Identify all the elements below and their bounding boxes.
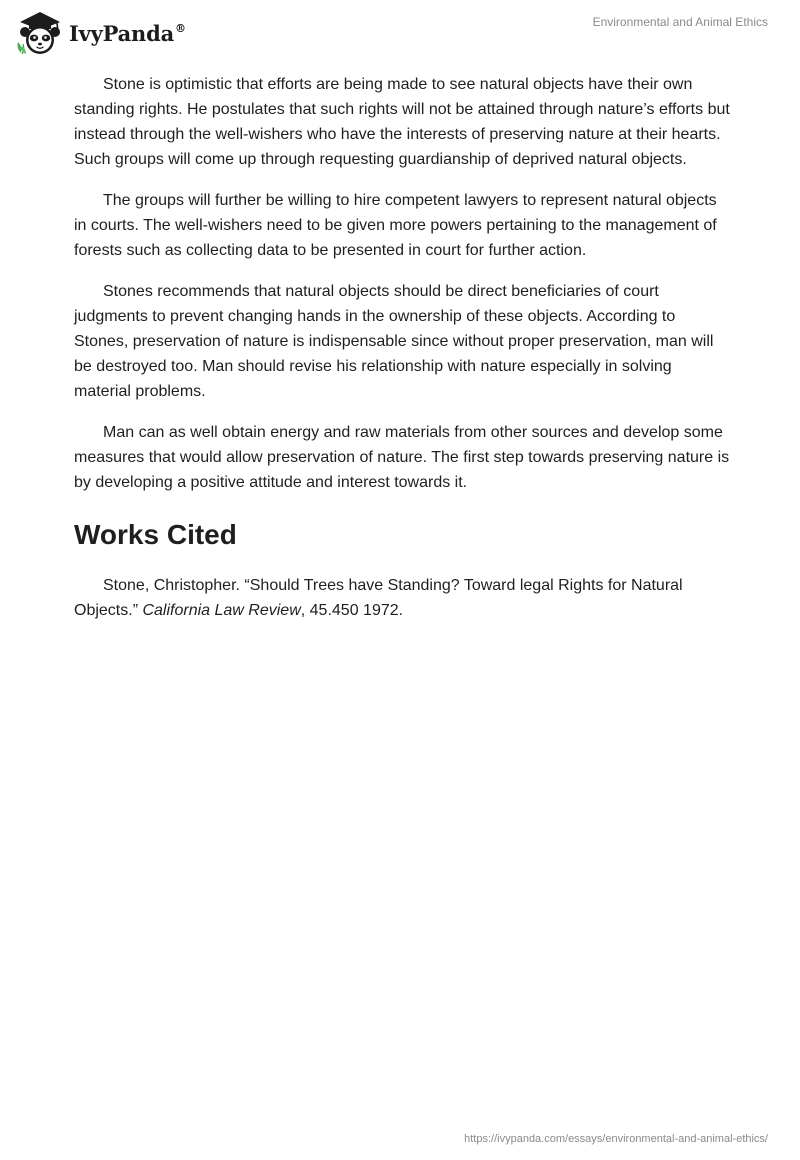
essay-content xyxy=(74,72,730,639)
citation-details: , 45.450 1972. xyxy=(300,602,404,619)
page-header xyxy=(0,0,800,64)
paragraph-2: The groups will further be willing to hire competent lawyers to represent natural objects in courts. The well-wishers need to be given more powers pertaining to the management of forests such as collecting data to be presented in court for further action. xyxy=(74,192,717,259)
document-title: Environmental and Animal Ethics xyxy=(592,15,768,29)
panda-graduate-icon xyxy=(14,8,64,56)
paragraph-3: Stones recommends that natural objects should be direct beneficiaries of court judgments to prevent changing hands in the ownership of these objects. According to Stones, preservation of nature is indispensable since without proper preservation, man will be destroyed too. Man should revise his relationship with nature especially in solving material problems. xyxy=(74,283,714,400)
citation-entry xyxy=(74,573,730,623)
citation-authors-title: Stone, Christopher. “Should Trees have Standing? Toward legal Rights for Natural Objects.” xyxy=(74,577,683,619)
paragraph-1: Stone is optimistic that efforts are being made to see natural objects have their own standing rights. He postulates that such rights will not be attained through nature’s efforts but instead through the well-wishers who have the interests of preserving nature at their hearts. Such groups will come up through requesting guardianship of deprived natural objects. xyxy=(74,76,730,168)
citation-journal: California Law Review xyxy=(142,602,301,619)
registered-mark: ® xyxy=(175,21,186,35)
works-cited-heading: Works Cited xyxy=(74,519,237,550)
source-url-link[interactable]: https://ivypanda.com/essays/environmental-and-animal-ethics/ xyxy=(464,1133,768,1145)
paragraph-4: Man can as well obtain energy and raw materials from other sources and develop some measures that would allow preservation of nature. The first step towards preserving nature is by developing a positive attitude and interest towards it. xyxy=(74,424,730,491)
ivypanda-logo[interactable] xyxy=(14,8,186,56)
brand-name: IvyPanda® xyxy=(69,20,186,46)
